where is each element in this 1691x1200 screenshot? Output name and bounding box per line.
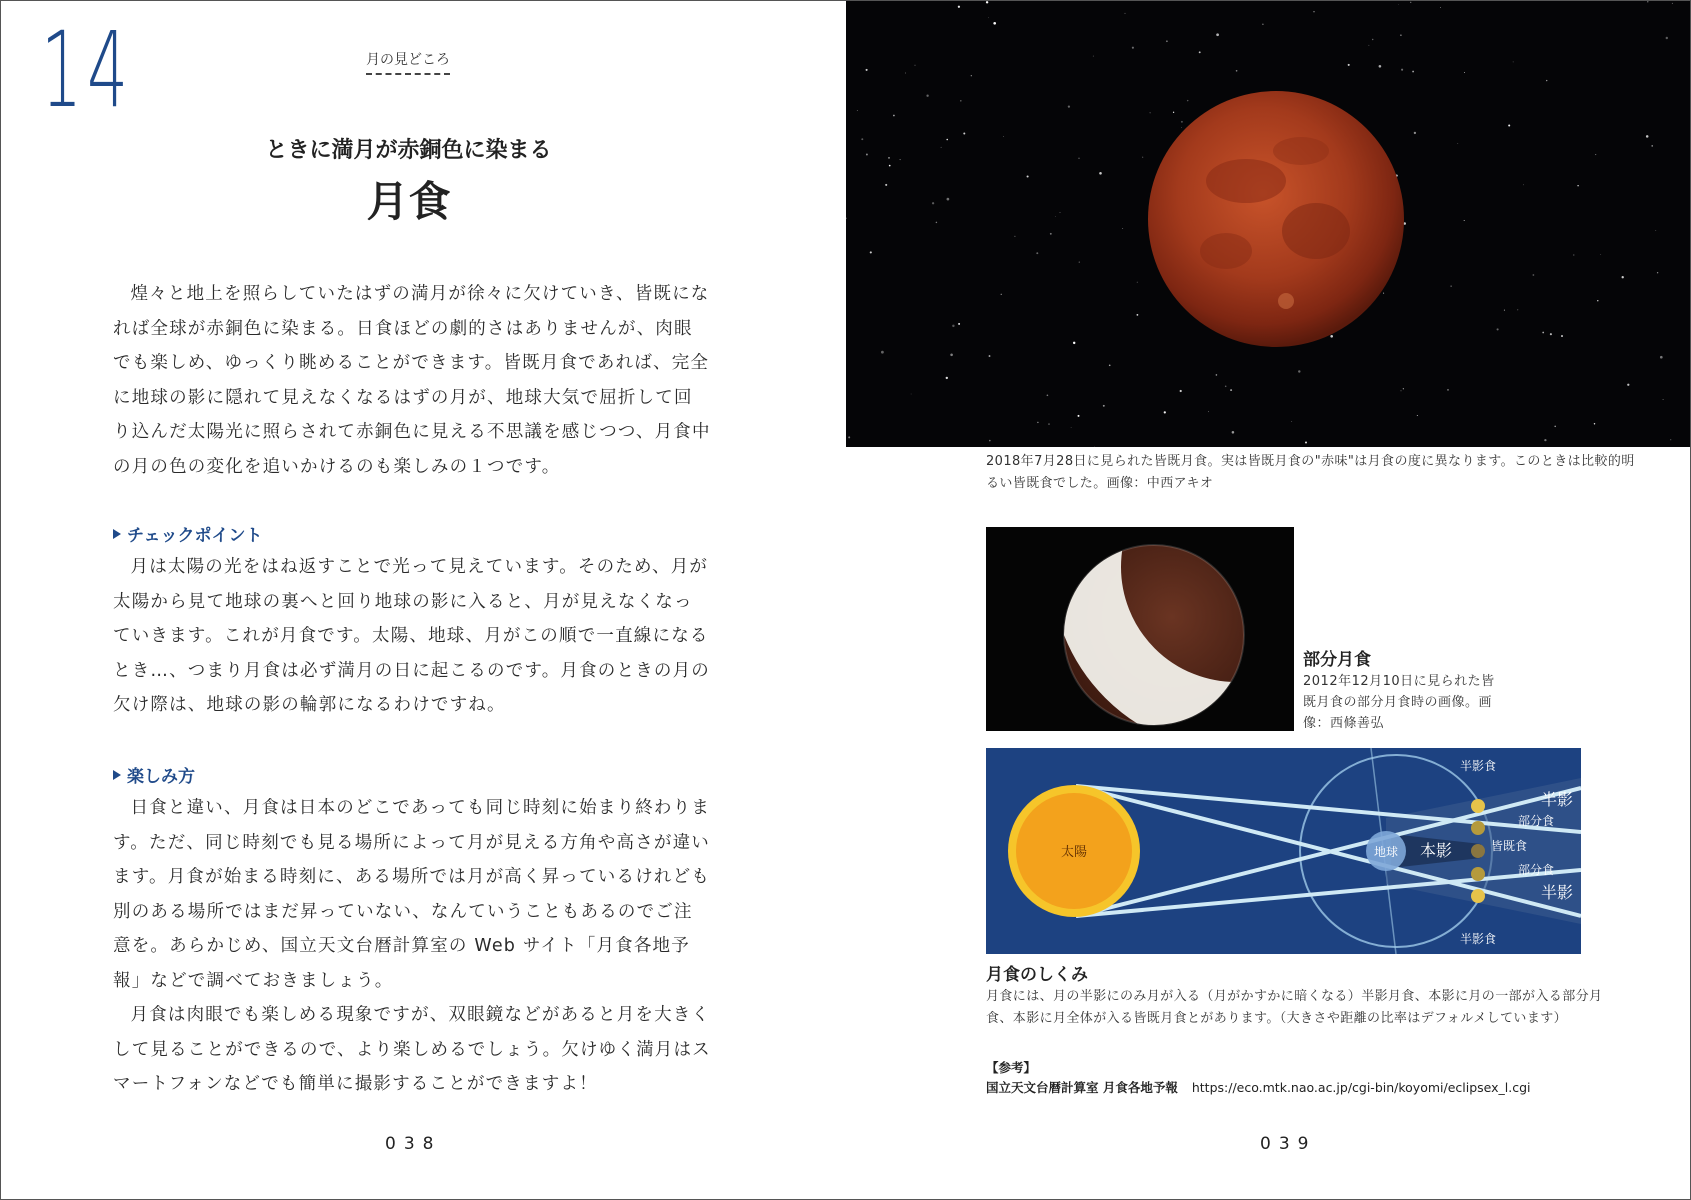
checkpoint-text: 月は太陽の光をはね返すことで光って見えています。そのため、月が太陽から見て地球の裏へと回り地球の影に入ると、月が見えなくなっていきます。これが月食です。太陽、地球、月がこの順で一直線になるとき…、つまり月食は必ず満月の日に起こるのです。月食のときの月の欠け際は、地球の影の輪郭になるわけですね。 (113, 557, 710, 715)
blood-moon-image (846, 1, 1690, 447)
star (1262, 24, 1263, 25)
star (1594, 423, 1595, 424)
star (915, 65, 916, 66)
eclipse-diagram-svg (986, 748, 1581, 954)
star (1561, 335, 1563, 337)
star (926, 95, 928, 97)
star (870, 251, 872, 253)
total-label: 皆既食 (1491, 839, 1528, 853)
partial-eclipse-caption: 2012年12月10日に見られた皆既月食の部分月食時の画像。画像：西條善弘 (1303, 674, 1495, 731)
star (1577, 185, 1578, 186)
star (1125, 13, 1126, 14)
star (1232, 431, 1235, 434)
star (1216, 374, 1218, 376)
reference-block (986, 1058, 1531, 1098)
star (1047, 394, 1049, 396)
star (1447, 389, 1448, 390)
diagram-caption: 月食には、月の半影にのみ月が入る（月がかすかに暗くなる）半影月食、本影に月の一部が入る部分月食、本影に月全体が入る皆既月食とがあります。（大きさや距離の比率はデフォルメしています） (986, 989, 1603, 1026)
star (1199, 51, 1201, 53)
star (1187, 100, 1188, 101)
star (1457, 143, 1458, 144)
star (1132, 47, 1134, 49)
star (1071, 427, 1072, 428)
star (1670, 439, 1671, 440)
star (881, 351, 884, 354)
eclipse-mechanism-diagram (986, 748, 1581, 954)
star (885, 184, 887, 186)
star (958, 6, 960, 8)
reference-url-link[interactable]: https://eco.mtk.nao.ac.jp/cgi-bin/koyomi/eclipsex_l.cgi (1191, 1080, 1531, 1095)
star (1412, 71, 1414, 73)
page-number-left: 038 (385, 1134, 442, 1154)
star (952, 325, 954, 327)
star (1014, 236, 1015, 237)
star (1093, 56, 1094, 57)
star (1298, 370, 1300, 372)
star (960, 100, 962, 102)
left-page (1, 1, 846, 1199)
star (1383, 293, 1384, 294)
star (1094, 446, 1095, 447)
star (1372, 39, 1373, 40)
star (941, 147, 942, 148)
triangle-bullet-icon (113, 770, 121, 780)
reference-line (986, 1078, 1531, 1098)
star (1410, 2, 1411, 3)
star (889, 165, 891, 167)
star (1001, 294, 1002, 295)
penumbral-bottom-label: 半影食 (1459, 932, 1497, 946)
chapter-number: 14 (41, 9, 133, 131)
star (1060, 212, 1061, 213)
star (958, 323, 960, 325)
star (1181, 127, 1182, 128)
enjoy-paragraph (113, 791, 711, 1102)
star (1504, 310, 1505, 311)
umbra-label: 本影 (1419, 841, 1453, 860)
star (1379, 65, 1382, 68)
star (900, 159, 901, 160)
star (1517, 309, 1518, 310)
star (1400, 390, 1401, 391)
star (1398, 4, 1399, 5)
star (1600, 254, 1601, 255)
star (993, 22, 996, 25)
star (1099, 172, 1102, 175)
star (1305, 442, 1307, 444)
star (1414, 132, 1416, 134)
enjoy-heading-label: 楽しみ方 (127, 767, 195, 787)
diagram-title: 月食のしくみ (986, 965, 1088, 985)
star (888, 157, 889, 158)
star (1595, 154, 1596, 155)
star (1508, 124, 1510, 126)
star (989, 355, 991, 357)
enjoy-text-1: 日食と違い、月食は日本のどこであっても同じ時刻に始まり終わります。ただ、同じ時刻でも見る場所によって月が見える方角や高さが違います。月食が始まる時刻に、ある場所では月が高く昇っているけれども別のある場所ではまだ昇っていない、なんていうこともあるのでご注意を。あらかじめ、国立天文台暦計算室の Web サイト「月食各地予報」などで調べておきましょう。 (113, 798, 711, 991)
star (1403, 388, 1404, 389)
star (866, 69, 868, 71)
reference-label: 【参考】 (986, 1060, 1037, 1075)
checkpoint-paragraph (113, 550, 711, 723)
star (946, 139, 948, 141)
star (1533, 274, 1535, 276)
star (1542, 332, 1544, 334)
star (1573, 254, 1574, 255)
reference-name: 国立天文台暦計算室 月食各地予報 (986, 1080, 1178, 1095)
star (866, 154, 868, 156)
penumbra-top-label: 半影 (1541, 790, 1574, 809)
star (1036, 252, 1038, 254)
star (1330, 335, 1333, 338)
star (1622, 276, 1624, 278)
star (905, 73, 906, 74)
enjoy-text-2: 月食は肉眼でも楽しめる現象ですが、双眼鏡などがあると月を大きくして見ることができるので、より楽しめるでしょう。欠けゆく満月はスマートフォンなどでも簡単に撮影することができますよ！ (113, 1005, 711, 1094)
page-number-right: 039 (1260, 1134, 1317, 1154)
earth-label: 地球 (1373, 845, 1399, 859)
star (1627, 384, 1629, 386)
star (1544, 439, 1546, 441)
penumbral-top-label: 半影食 (1459, 759, 1497, 773)
partial-moon-image (986, 527, 1294, 731)
star (1401, 69, 1403, 71)
star (947, 198, 950, 201)
partial-eclipse-title: 部分月食 (1303, 650, 1371, 670)
star (1400, 34, 1402, 36)
star (1348, 64, 1350, 66)
star (1050, 233, 1052, 235)
main-photo-caption: 2018年7月28日に見られた皆既月食。実は皆既月食の"赤味"は月食の度に異なります。このときは比較的明るい皆既食でした。画像：中西アキオ (986, 454, 1635, 491)
star (1655, 230, 1656, 231)
star (1164, 411, 1166, 413)
triangle-bullet-icon (113, 529, 121, 539)
star (1037, 422, 1038, 423)
star (936, 222, 938, 224)
star (932, 202, 934, 204)
total-eclipse-photo (846, 1, 1690, 447)
star (861, 138, 863, 140)
star (988, 17, 989, 18)
star (1597, 300, 1598, 301)
star (1672, 3, 1673, 4)
star (911, 394, 912, 395)
star (1137, 282, 1138, 283)
checkpoint-heading-label: チェックポイント (127, 526, 263, 546)
page-title: 月食 (366, 177, 451, 226)
star (1666, 37, 1668, 39)
star (971, 75, 972, 76)
star (1657, 272, 1658, 273)
star (1663, 399, 1664, 400)
partial-eclipse-photo (986, 527, 1294, 731)
star (1417, 415, 1418, 416)
star (1109, 364, 1111, 366)
star (1369, 45, 1370, 46)
star (1079, 262, 1080, 263)
star (1225, 386, 1227, 388)
intro-text: 煌々と地上を照らしていたはずの満月が徐々に欠けていき、皆既になれば全球が赤銅色に染まる。日食ほどの劇的さはありませんが、肉眼でも楽しめ、ゆっくり眺めることができます。皆既月食であれば、完全に地球の影に隠れて見えなくなるはずの月が、地球大気で屈折して回り込んだ太陽光に照らされて赤銅色に見える不思議を感じつつ、月食中の月の色の変化を追いかけるのも楽しみの１つです。 (113, 284, 711, 477)
star (1646, 135, 1649, 138)
star (1451, 286, 1452, 287)
star (1173, 112, 1174, 113)
star (1660, 356, 1663, 359)
penumbra-bottom-label: 半影 (1541, 883, 1574, 902)
star (1554, 426, 1555, 427)
star (1550, 333, 1552, 335)
star (893, 115, 895, 117)
star (1103, 405, 1105, 407)
star (1027, 175, 1029, 177)
star (1208, 411, 1209, 412)
star (1122, 228, 1123, 229)
intro-paragraph (113, 277, 711, 484)
star (1440, 7, 1441, 8)
star (1464, 220, 1465, 221)
enjoy-heading (113, 762, 195, 787)
partial-top-label: 部分食 (1518, 814, 1555, 828)
star (1142, 157, 1143, 158)
star (1048, 424, 1049, 425)
star (1150, 112, 1151, 113)
star (1513, 61, 1514, 62)
star (1651, 145, 1653, 147)
star (848, 436, 850, 438)
page-subtitle: ときに満月が赤銅色に染まる (265, 138, 552, 163)
star (1073, 342, 1075, 344)
star (1647, 1, 1648, 2)
star (1166, 40, 1168, 42)
star (946, 377, 948, 379)
sun-label: 太陽 (1060, 845, 1088, 860)
star (986, 1, 988, 3)
star (1313, 11, 1314, 12)
star (1003, 136, 1004, 137)
star (950, 354, 953, 357)
right-page (846, 1, 1690, 1199)
star (1078, 158, 1079, 159)
star (1236, 70, 1238, 72)
star (1181, 121, 1183, 123)
star (857, 110, 858, 111)
star (989, 440, 991, 442)
star (1068, 105, 1070, 107)
star (963, 132, 965, 134)
star (1546, 80, 1547, 81)
star (1078, 415, 1080, 417)
star (1523, 184, 1524, 185)
section-tag: 月の見どころ (366, 49, 450, 75)
star (1230, 389, 1232, 391)
star (1055, 216, 1056, 217)
star (1291, 421, 1292, 422)
star (1464, 72, 1465, 73)
star (1180, 390, 1182, 392)
star (1216, 33, 1219, 36)
checkpoint-heading (113, 521, 263, 546)
star (1497, 328, 1499, 330)
partial-bottom-label: 部分食 (1518, 863, 1555, 877)
star (1136, 314, 1138, 316)
